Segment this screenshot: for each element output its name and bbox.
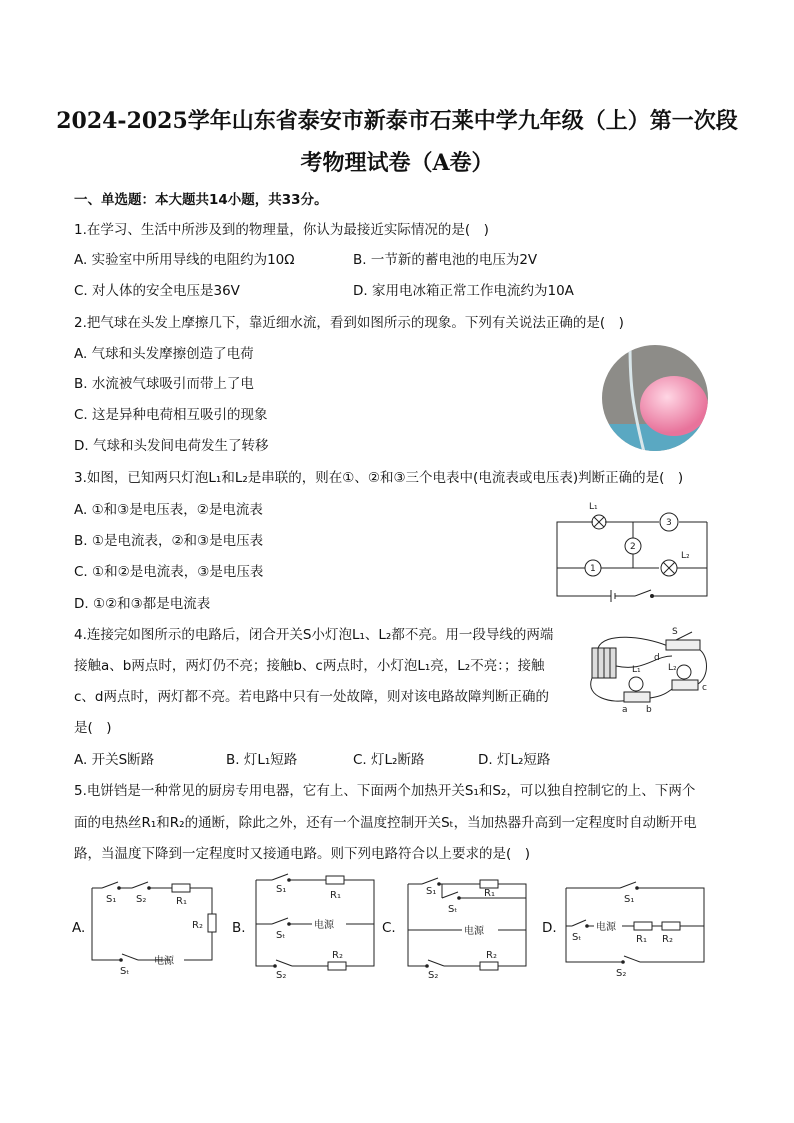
q5c-r1-label: R₁ (484, 888, 495, 899)
q5d-r1-label: R₁ (636, 934, 647, 945)
q4-option-d[interactable]: D. 灯L₂短路 (478, 752, 551, 768)
q4-fig-b-label: b (646, 705, 652, 712)
q5d-s2-label: S₂ (616, 968, 627, 978)
q5c-st-label: Sₜ (448, 904, 458, 915)
q5-option-a-label[interactable]: A. (72, 920, 86, 936)
q5b-r2-label: R₂ (332, 950, 343, 961)
q5a-r2-label: R₂ (192, 920, 203, 931)
q5d-s1-label: S₁ (624, 894, 635, 905)
q5a-s1-label: S₁ (106, 894, 117, 905)
q5b-st-label: Sₜ (276, 930, 286, 941)
balloon-photo (600, 344, 710, 452)
q5-option-c-circuit[interactable] (402, 876, 534, 978)
paper-title-line2: 考物理试卷（A卷） (300, 150, 494, 176)
q5b-s1-label: S₁ (276, 884, 287, 895)
q4-stem-line1: 4.连接完如图所示的电路后，闭合开关S小灯泡L₁、L₂都不亮。用一段导线的两端 (74, 627, 554, 643)
q3-fig-l2-label: L₂ (681, 551, 690, 561)
q4-fig-d-label: d (654, 653, 660, 663)
q5c-r2-label: R₂ (486, 950, 497, 961)
q1-stem: 1.在学习、生活中所涉及到的物理量，你认为最接近实际情况的是( ) (74, 222, 489, 238)
q1-option-d[interactable]: D. 家用电冰箱正常工作电流约为10A (353, 283, 574, 299)
q5-option-a-circuit[interactable] (88, 876, 218, 976)
q3-option-b[interactable]: B. ①是电流表，②和③是电压表 (74, 533, 264, 549)
q3-option-d[interactable]: D. ①②和③都是电流表 (74, 596, 211, 612)
q5-option-d-label[interactable]: D. (542, 920, 557, 936)
q3-circuit-diagram (553, 496, 713, 606)
q4-fig-c-label: c (702, 683, 707, 693)
q2-option-d[interactable]: D. 气球和头发间电荷发生了转移 (74, 438, 269, 454)
q4-stem-line3: c、d两点时，两灯都不亮。若电路中只有一处故障，则对该电路故障判断正确的 (74, 689, 549, 705)
q5d-power-label: 电源 (596, 922, 616, 933)
q5-stem-line3: 路，当温度下降到一定程度时又接通电路。则下列电路符合以上要求的是( ) (74, 846, 531, 862)
q1-option-b[interactable]: B. 一节新的蓄电池的电压为2V (353, 252, 538, 268)
q5a-st-label: Sₜ (120, 966, 130, 976)
q4-option-b[interactable]: B. 灯L₁短路 (226, 752, 298, 768)
q5-stem-line2: 面的电热丝R₁和R₂的通断，除此之外，还有一个温度控制开关Sₜ，当加热器升高到一定程度时自动断开电 (74, 815, 697, 831)
q5a-power-label: 电源 (154, 956, 174, 967)
q1-option-c[interactable]: C. 对人体的安全电压是36V (74, 283, 240, 299)
q3-fig-l1-label: L₁ (589, 502, 598, 512)
q5b-power-label: 电源 (314, 920, 334, 931)
q2-option-c[interactable]: C. 这是异种电荷相互吸引的现象 (74, 407, 268, 423)
q4-option-c[interactable]: C. 灯L₂断路 (353, 752, 425, 768)
q5-option-c-label[interactable]: C. (382, 920, 396, 936)
q5-option-d-circuit[interactable] (560, 876, 710, 978)
q4-fig-a-label: a (622, 705, 628, 712)
section-heading: 一、单选题：本大题共14小题，共33分。 (74, 192, 328, 208)
q5b-r1-label: R₁ (330, 890, 341, 901)
q5c-s2-label: S₂ (428, 970, 439, 978)
q5c-s1-label: S₁ (426, 886, 437, 897)
q4-fig-l2-label: L₂ (668, 663, 677, 673)
q5b-s2-label: S₂ (276, 970, 287, 978)
q4-stem-line2: 接触a、b两点时，两灯仍不亮；接触b、c两点时，小灯泡L₁亮，L₂不亮：；接触 (74, 658, 545, 674)
q5a-s2-label: S₂ (136, 894, 147, 905)
q2-stem: 2.把气球在头发上摩擦几下，靠近细水流，看到如图所示的现象。下列有关说法正确的是( ) (74, 315, 624, 331)
q5c-power-label: 电源 (464, 926, 484, 937)
q3-option-a[interactable]: A. ①和③是电压表，②是电流表 (74, 502, 263, 518)
q1-option-a[interactable]: A. 实验室中所用导线的电阻约为10Ω (74, 252, 295, 268)
q3-option-c[interactable]: C. ①和②是电流表，③是电压表 (74, 564, 264, 580)
meter-2-label: 2 (630, 542, 636, 552)
q4-circuit-photo (584, 626, 714, 712)
q5-option-b-circuit[interactable] (250, 870, 380, 978)
q5d-st-label: Sₜ (572, 932, 582, 943)
q5d-r2-label: R₂ (662, 934, 673, 945)
meter-1-label: 1 (590, 564, 596, 574)
q2-option-a[interactable]: A. 气球和头发摩擦创造了电荷 (74, 346, 254, 362)
q2-option-b[interactable]: B. 水流被气球吸引而带上了电 (74, 376, 254, 392)
q5-option-b-label[interactable]: B. (232, 920, 246, 936)
q4-option-a[interactable]: A. 开关S断路 (74, 752, 155, 768)
q4-stem-line4: 是( ) (74, 720, 112, 736)
q4-fig-s-label: S (672, 627, 678, 637)
paper-title-line1: 2024-2025学年山东省泰安市新泰市石莱中学九年级（上）第一次段 (56, 108, 738, 134)
q4-fig-l1-label: L₁ (632, 665, 641, 675)
q3-stem: 3.如图，已知两只灯泡L₁和L₂是串联的，则在①、②和③三个电表中(电流表或电压表)判断正确的是( ) (74, 470, 684, 486)
q5-stem-line1: 5.电饼铛是一种常见的厨房专用电器，它有上、下面两个加热开关S₁和S₂，可以独自控制它的上、下两个 (74, 783, 696, 799)
meter-3-label: 3 (666, 518, 672, 528)
q5a-r1-label: R₁ (176, 896, 187, 907)
